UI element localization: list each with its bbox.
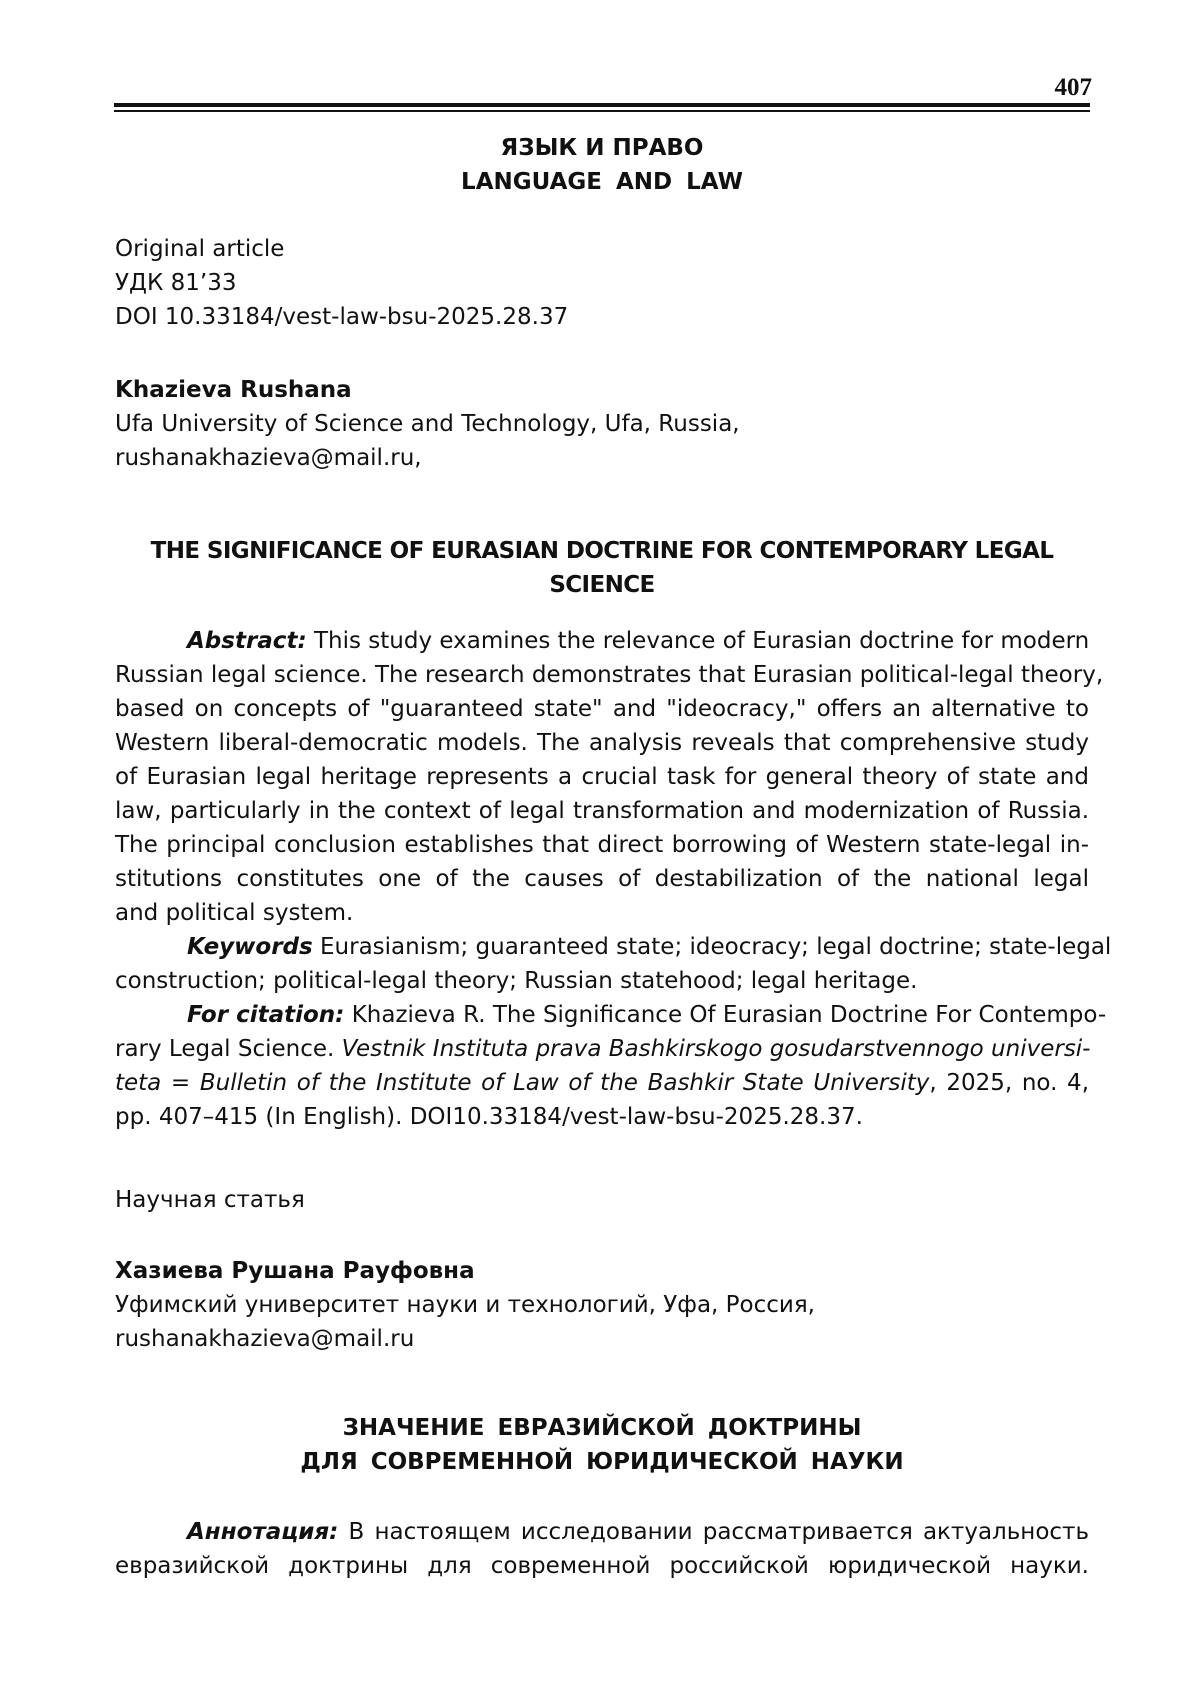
en-abstract-line: Russian legal science. The research demonstrates that Eurasian political-legal theory,: [115, 662, 1104, 688]
en-author-name: Khazieva Rushana: [115, 377, 352, 403]
header-rule-thick: [114, 103, 1090, 107]
en-abstract-line: stitutions constitutes one of the causes of destabilization of the national legal: [115, 866, 1089, 892]
journal-name: teta = Bulletin of the Institute of Law of the Bashkir State University: [115, 1070, 930, 1096]
en-abstract-line: Abstract: This study examines the relevance of Eurasian doctrine for modern: [187, 628, 1090, 654]
ru-author-name: Хазиева Рушана Рауфовна: [115, 1258, 475, 1284]
section-heading: [115, 131, 1089, 199]
ru-title-line: ЗНАЧЕНИЕ ЕВРАЗИЙСКОЙ ДОКТРИНЫ: [342, 1415, 862, 1441]
ru-abstract-label: Аннотация:: [187, 1519, 339, 1545]
en-keywords-line: Keywords Eurasianism; guaranteed state; ideocracy; legal doctrine; state-legal: [187, 934, 1112, 960]
en-citation-line: teta = Bulletin of the Institute of Law of the Bashkir State University, 2025, no. 4,: [115, 1070, 1090, 1096]
en-keywords-label: Keywords: [187, 934, 313, 960]
ru-email: rushanakhazieva@mail.ru: [115, 1326, 415, 1352]
en-citation-label: For citation:: [187, 1002, 345, 1028]
ru-author-block: [115, 1254, 1089, 1356]
ru-article-type: Научная статья: [115, 1187, 305, 1213]
en-citation-line: rary Legal Science. Vestnik Instituta prava Bashkirskogo gosudarstvennogo universi-: [115, 1036, 1091, 1062]
en-affiliation: Ufa University of Science and Technology, Ufa, Russia,: [115, 411, 740, 437]
en-citation-line: For citation: Khazieva R. The Significance Of Eurasian Doctrine For Contempo-: [187, 1002, 1107, 1028]
en-abstract-line: of Eurasian legal heritage represents a crucial task for general theory of state and: [115, 764, 1089, 790]
en-author-block: [115, 373, 1089, 475]
ru-abstract-line: Аннотация: В настоящем исследовании рассматривается актуальность: [187, 1519, 1089, 1545]
en-citation-line: pp. 407–415 (In English). DOI10.33184/vest-law-bsu-2025.28.37.: [115, 1104, 863, 1130]
ru-abstract-line: евразийской доктрины для современной российской юридической науки.: [115, 1553, 1089, 1579]
header-rule-thin: [114, 110, 1090, 112]
section-title-ru: ЯЗЫК И ПРАВО: [500, 135, 704, 161]
page-number: 407: [1054, 74, 1092, 101]
en-abstract-line: based on concepts of "guaranteed state" and "ideocracy," offers an alternative to: [115, 696, 1089, 722]
ru-affiliation: Уфимский университет науки и технологий, Уфа, Россия,: [115, 1292, 815, 1318]
en-udc: УДК 81’33: [115, 270, 237, 296]
en-abstract-label: Abstract:: [187, 628, 307, 654]
en-abstract-line: Western liberal-democratic models. The analysis reveals that comprehensive study: [115, 730, 1089, 756]
en-abstract-line: law, particularly in the context of legal transformation and modernization of Russia.: [115, 798, 1089, 824]
en-abstract-line: and political system.: [115, 900, 354, 926]
journal-name: Vestnik Instituta prava Bashkirskogo gosudarstvennogo universi-: [341, 1036, 1091, 1062]
ru-abstract: [115, 1515, 1089, 1583]
en-abstract-line: The principal conclusion establishes that direct borrowing of Western state-legal in-: [115, 832, 1089, 858]
section-title-en: LANGUAGE AND LAW: [461, 169, 743, 195]
en-article-meta: [115, 232, 1089, 334]
en-article-type: Original article: [115, 236, 285, 262]
ru-title-line: ДЛЯ СОВРЕМЕННОЙ ЮРИДИЧЕСКОЙ НАУКИ: [300, 1449, 904, 1475]
en-article-title: THE SIGNIFICANCE OF EURASIAN DOCTRINE FOR CONTEMPORARY LEGAL SCIENCE: [150, 538, 1054, 598]
en-doi: DOI 10.33184/vest-law-bsu-2025.28.37: [115, 304, 569, 330]
en-keywords-line: construction; political-legal theory; Russian statehood; legal heritage.: [115, 968, 918, 994]
en-abstract: [115, 624, 1112, 1134]
ru-article-title: [115, 1411, 1089, 1479]
en-email: rushanakhazieva@mail.ru,: [115, 445, 422, 471]
